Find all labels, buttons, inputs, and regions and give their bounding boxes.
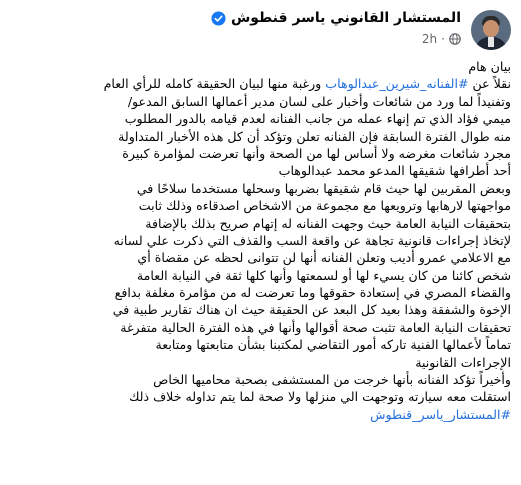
post-text-line (11, 249, 511, 266)
author-avatar[interactable] (471, 10, 511, 50)
post-text-line (11, 162, 511, 179)
post-text-segment: منه طوال الفترة السابقة فإن الفنانه تعلن وتؤكد أن كل هذه الأخبار المتداولة (118, 128, 511, 144)
hashtag-link[interactable]: #المستشار_ياسر_قنطوش (370, 406, 511, 422)
post-text-segment: الإخوة والشفقة وهذا بعيد كل البعد عن الحقيقة حيث ان هناك تقارير طبية في (112, 302, 511, 318)
post-text-segment: شخص كائنا من كان يسيء لها أو لسمعتها وأنها كلها ثقة في النيابة العامة (136, 267, 511, 283)
post-text-line (11, 58, 511, 75)
post-text-line (11, 232, 511, 249)
post-text-line (11, 406, 511, 423)
post-text-segment: مواجهتها لارهابها وترويعها مع مجموعة من الاشخاص اصدقاءه وذلك ثابت (138, 198, 511, 214)
post-text-segment: استقلت معه سيارته وتوجهت الي منزلها ولا صحة لما يتم تداوله خلاف ذلك (129, 389, 511, 405)
public-globe-icon[interactable] (449, 33, 461, 45)
post-text-segment: مع الاعلامي عمرو أديب وتعلن الفنانه أنها لن تتوانى لحظه عن مقضاة أي (137, 250, 511, 266)
post-meta (422, 32, 461, 46)
post-text-segment: تحقيقات النيابة العامة تثبت صحة أقوالها وأنها في هذه الفترة الحالية متفرغة (120, 319, 511, 335)
post-text-segment: وبعض المقربين لها حيث قام شقيقها بضربها وسحلها مستخدما سلاحًا في (136, 180, 511, 196)
post-text-segment: ورغبة منها لبيان الحقيقة كامله للرأي العام (103, 76, 326, 92)
post-text-segment: الإجراءات القانونية (415, 354, 511, 370)
post-text-segment: ميمي فؤاد الذي تم إنهاء عمله من جانب الفنانه لعدم قيامه بالدور المطلوب (124, 111, 511, 127)
post-text-segment: وتفنيداً لما ورد من شائعات وأخبار على لسان مدير أعمالها السابق المدعو/ (127, 93, 511, 109)
post-text-line (11, 110, 511, 127)
post-text-segment: تماماً لأعمالها الفنية تاركه أمور التقاضي لمكتبنا بشأن متابعتها ومتابعة (155, 337, 511, 353)
post-text-segment: مجرد شائعات مغرضه ولا أساس لها من الصحة وأنها تعرضت لمؤامرة كبيرة (122, 145, 511, 161)
post-text-line (11, 75, 511, 92)
post-text-line (11, 215, 511, 232)
post-text-line (11, 301, 511, 318)
post-text-line (11, 128, 511, 145)
post-text-line (11, 180, 511, 197)
meta-separator: · (441, 32, 445, 46)
author-name[interactable]: المستشار القانوني ياسر قنطوش (230, 10, 461, 26)
post-text-line (11, 145, 511, 162)
post-text-line (11, 93, 511, 110)
post-text-segment: أحد أطرافها شقيقها المدعو محمد عبدالوهاب (278, 163, 511, 179)
post-text-line (11, 371, 511, 388)
verified-badge-icon (211, 11, 226, 26)
post-text-segment: وأخيراً تؤكد الفنانه بأنها خرجت من المستشفى بصحبة محاميها الخاص (153, 372, 511, 388)
post-text-line (11, 354, 511, 371)
post-time[interactable]: 2h (421, 32, 438, 46)
post-body-text (11, 58, 511, 423)
post-text-segment: والقضاء المصري في إستعادة حقوقها وما تعرضت له من مؤامرة مغلفة بدافع (114, 285, 511, 301)
post-text-line (11, 267, 511, 284)
post-text-segment: بتحقيقات النيابة العامة حيث وجهت الفنانه له إتهام صريح بذلك بالإضافة (145, 215, 511, 231)
post-text-line (11, 284, 511, 301)
post-text-line (11, 319, 511, 336)
post-text-segment: نقلاً عن (468, 76, 511, 92)
post-header (10, 4, 511, 52)
post-text-line (11, 197, 511, 214)
author-name-row (211, 10, 461, 26)
post-text-line (11, 388, 511, 405)
post-text-line (11, 336, 511, 353)
post-text-segment: لإتخاذ إجراءات قانونية تجاهة عن واقعة السب والقذف التي ذكرت علي لسانه (113, 232, 511, 248)
hashtag-link[interactable]: #الفنانه_شيرين_عبدالوهاب (325, 76, 469, 92)
post-text-segment: بيان هام (468, 59, 511, 74)
